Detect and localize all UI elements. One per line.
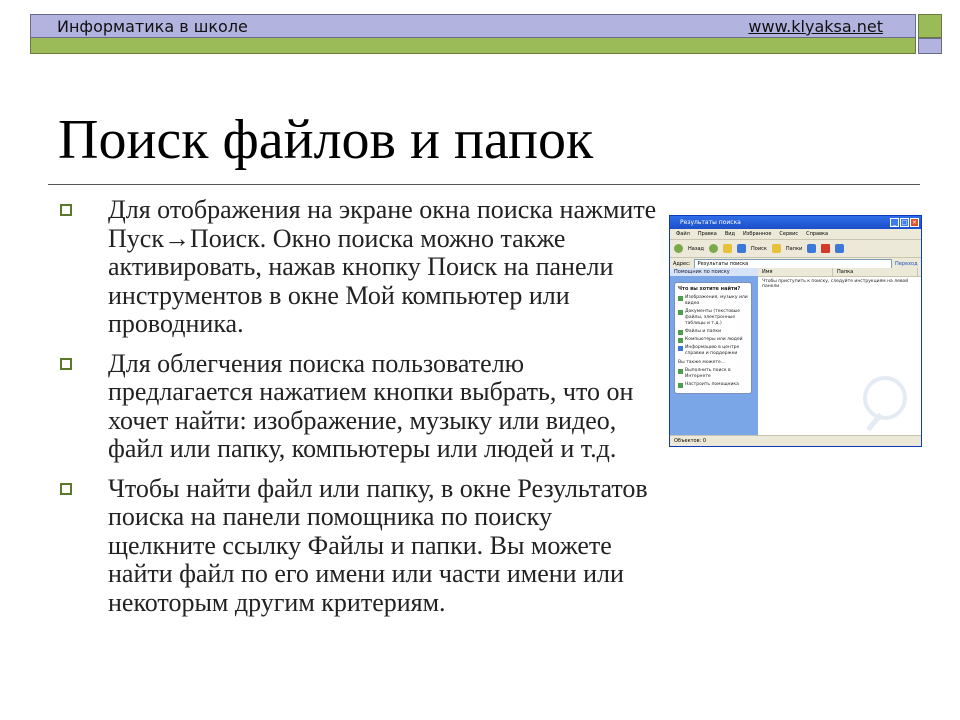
option-label: Настроить помощника [685,382,739,387]
folders-icon [772,244,781,253]
bullet-text: Для отображения на экране окна поиска нажмите Пуск→Поиск. Окно поиска можно также активировать, нажав кнопку Поиск на панели инструментов в окне Мой компьютер или проводника. [108,195,657,338]
square-bullet-icon [60,204,72,216]
option-item [678,329,748,335]
search-companion-pane [670,268,758,436]
results-columns [758,268,921,277]
arrow-icon [678,383,683,388]
bullet-item [58,475,658,618]
maximize-icon: □ [901,219,908,226]
menu-tools: Сервис [779,231,799,237]
pane-title: Помощник по поиску [670,268,758,276]
arrow-icon [678,369,683,374]
option-item [678,345,748,357]
search-icon [737,244,746,253]
option-label: Информацию в центре справки и поддержки [685,345,740,356]
menu-file: Файл [676,231,690,237]
search-options-bubble [674,282,752,394]
option-item [678,295,748,307]
delete-icon [821,244,830,253]
option-item [678,368,748,380]
arrow-icon [678,310,683,315]
search-window-screenshot [669,215,922,447]
square-bullet-icon [60,358,72,370]
page-title: Поиск файлов и папок [58,109,594,171]
address-label: Адрес: [673,260,691,267]
undo-icon [835,244,844,253]
option-label: Файлы и папки [685,329,722,334]
window-controls [890,218,919,227]
minimize-icon: _ [890,218,899,227]
website-link[interactable]: www.klyaksa.net [748,17,883,36]
forward-arrow-icon [709,244,718,253]
arrow-icon [678,338,683,343]
bullet-item [58,196,658,339]
window-menubar [670,229,921,240]
results-hint: Чтобы приступить к поиску, следуйте инструкциям на левой панели. [762,279,909,289]
back-arrow-icon [674,244,683,253]
bullet-item [58,350,658,464]
menu-favorites: Избранное [743,231,772,237]
bullet-text: Чтобы найти файл или папку, в окне Результатов поиска на панели помощника по поиску щелкните ссылку Файлы и папки. Вы можете найти файл по его имени или части имени или некоторым другим критериям. [108,473,648,617]
corner-square [918,14,942,38]
window-titlebar [670,216,921,229]
square-bullet-icon [60,483,72,495]
arrow-icon [678,330,683,335]
magnifier-icon [863,376,907,420]
window-title: Результаты поиска [680,219,741,226]
address-field: Результаты поиска [694,259,892,269]
search-label: Поиск [751,245,767,252]
arrow-icon [678,296,683,301]
title-divider [48,184,920,185]
close-icon: × [911,219,918,226]
bullet-text: Для облегчения поиска пользователю предлагается нажатием кнопки выбрать, что он хочет найти: изображение, музыку или видео, файл или папку, компьютеры или людей и т.д. [108,348,634,463]
option-label: Документы (текстовые файлы, электронные таблицы и т.д.) [685,309,741,326]
column-name: Имя [758,268,833,276]
header-accent-bar [30,38,916,54]
go-button: Переход [895,260,918,267]
column-folder: Папка [833,268,918,276]
header-bar [30,14,916,38]
option-label: Компьютеры или людей [685,337,743,342]
status-bar: Объектов: 0 [670,435,921,446]
question-text: Что вы хотите найти? [678,286,741,292]
option-item [678,382,748,388]
window-body [670,268,921,436]
slide-header [30,14,916,54]
back-label: Назад [688,245,705,252]
option-item [678,309,748,327]
window-toolbar [670,240,921,258]
bullet-list [58,196,658,628]
option-label: Изображения, музыку или видео [685,295,748,306]
menu-help: Справка [806,231,829,237]
menu-view: Вид [724,231,735,237]
option-label: Выполнить поиск в Интернете [685,368,731,379]
results-pane [758,268,921,436]
up-folder-icon [723,244,732,253]
help-icon [678,346,683,351]
folders-label: Папки [785,245,803,252]
see-also-label: Вы также можете... [678,360,726,365]
menu-edit: Правка [697,231,717,237]
header-title: Информатика в школе [57,17,248,36]
views-icon [807,244,816,253]
corner-square-lower [918,38,942,54]
option-item [678,337,748,343]
